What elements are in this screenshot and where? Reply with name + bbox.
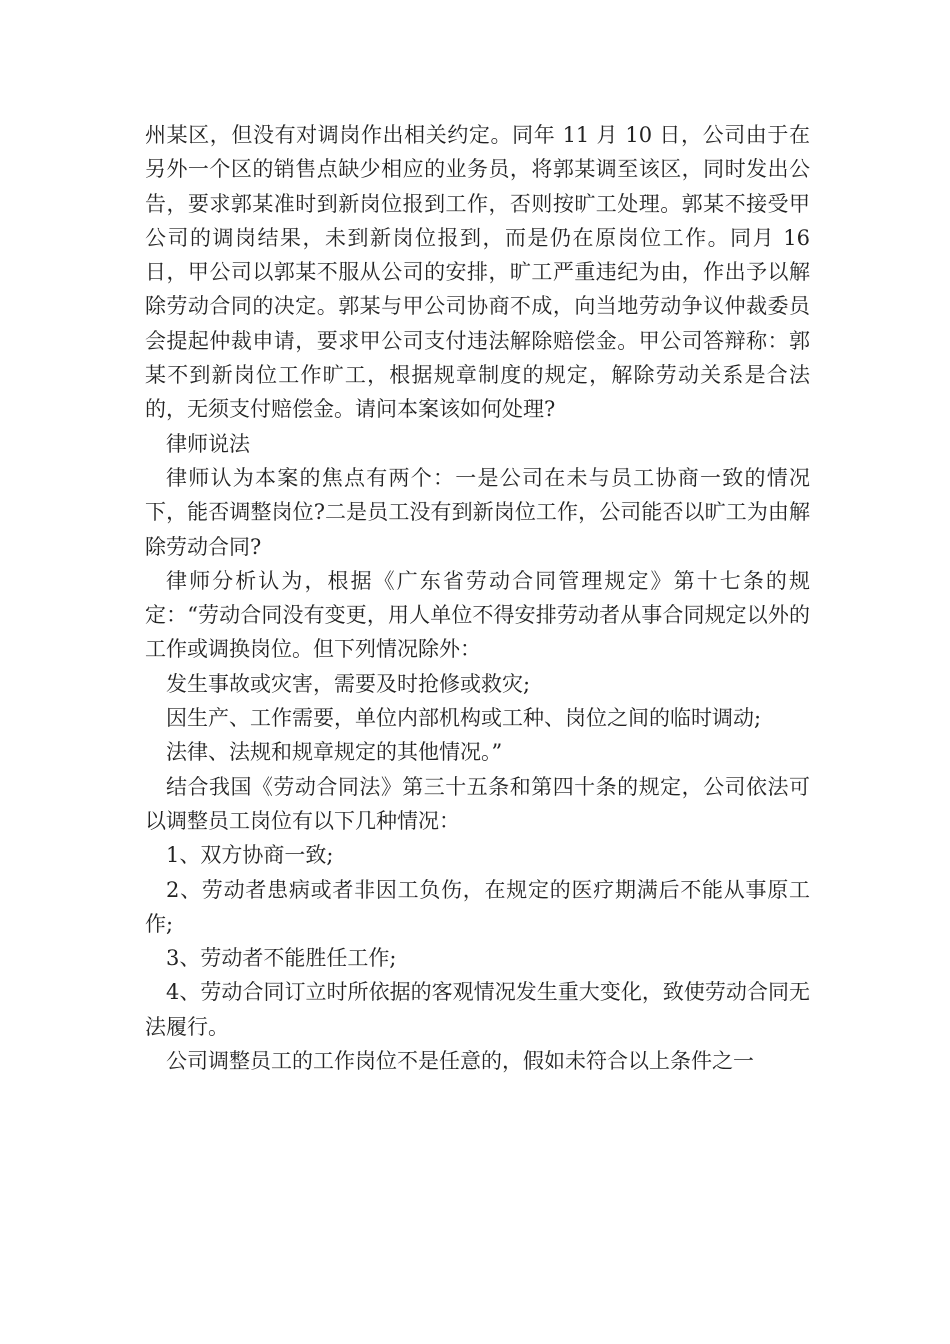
case-paragraph: 州某区，但没有对调岗作出相关约定。同年 11 月 10 日，公司由于在另外一个区的销售点缺少相应的业务员，将郭某调至该区，同时发出公告，要求郭某准时到新岗位报到工作，否则按旷工处理。郭某不接受甲公司的调岗结果，未到新岗位报到，而是仍在原岗位工作。同月 16 日，甲公司以郭某不服从公司的安排，旷工严重违纪为由，作出予以解除劳动合同的决定。郭某与甲公司协商不成，向当地劳动争议仲裁委员会提起仲裁申请，要求甲公司支付违法解除赔偿金。甲公司答辩称：郭某不到新岗位工作旷工，根据规章制度的规定，解除劳动关系是合法的，无须支付赔偿金。请问本案该如何处理? bbox=[145, 123, 810, 422]
exception-item: 发生事故或灾害，需要及时抢修或救灾; bbox=[166, 671, 531, 696]
document-page bbox=[145, 118, 810, 1078]
law-paragraph: 结合我国《劳动合同法》第三十五条和第四十条的规定，公司依法可以调整员工岗位有以下几种情况： bbox=[145, 774, 810, 833]
focus-paragraph: 律师认为本案的焦点有两个：一是公司在未与员工协商一致的情况下，能否调整岗位?二是员工没有到新岗位工作，公司能否以旷工为由解除劳动合同? bbox=[145, 465, 810, 559]
exception-item: 因生产、工作需要，单位内部机构或工种、岗位之间的临时调动; bbox=[166, 706, 762, 731]
list-item: 4、劳动合同订立时所依据的客观情况发生重大变化，致使劳动合同无法履行。 bbox=[145, 980, 810, 1039]
conclusion-paragraph: 公司调整员工的工作岗位不是任意的，假如未符合以上条件之一 bbox=[166, 1049, 754, 1074]
analysis-paragraph: 律师分析认为，根据《广东省劳动合同管理规定》第十七条的规定：“劳动合同没有变更，用人单位不得安排劳动者从事合同规定以外的工作或调换岗位。但下列情况除外： bbox=[145, 568, 810, 662]
section-heading: 律师说法 bbox=[166, 431, 250, 456]
list-item: 2、劳动者患病或者非因工负伤，在规定的医疗期满后不能从事原工作; bbox=[145, 877, 810, 936]
list-item: 1、双方协商一致; bbox=[166, 843, 334, 868]
exception-item: 法律、法规和规章规定的其他情况。” bbox=[166, 740, 503, 765]
list-item: 3、劳动者不能胜任工作; bbox=[166, 946, 397, 971]
